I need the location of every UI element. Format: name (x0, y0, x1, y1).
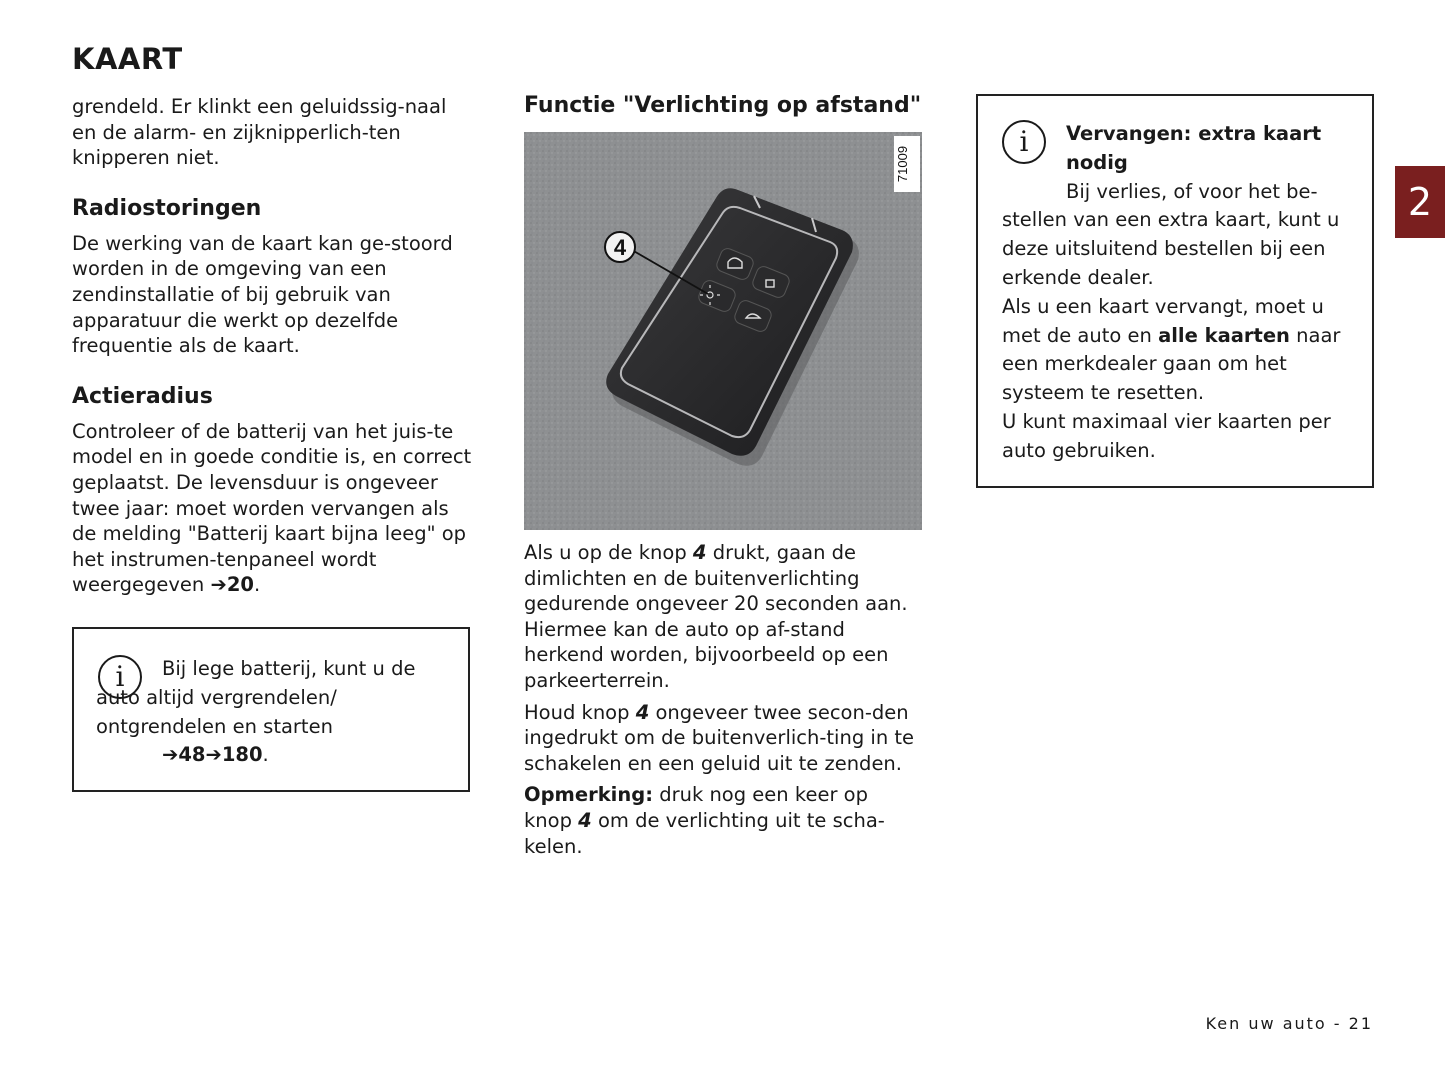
knob-ref-4: 4 (578, 808, 592, 832)
note-replacement-p3: U kunt maximaal vier kaarten per auto gebruiken. (1002, 409, 1331, 462)
note-replacement-heading: Vervangen: extra kaart nodig (1066, 122, 1322, 174)
range-heading: Actieradius (72, 383, 213, 409)
page-title: KAART (72, 42, 183, 76)
remark-label: Opmerking: (524, 783, 653, 807)
p2-text-b: naar een merkdealer gaan om het systeem te resetten. (1002, 323, 1341, 405)
page-ref-180[interactable]: 180 (221, 743, 263, 767)
p1-text-a: Als u op de knop (524, 541, 693, 564)
key-card-figure (524, 132, 922, 530)
arrow-right-icon: ➔ (162, 743, 179, 767)
page-ref-48[interactable]: 48 (178, 743, 206, 767)
knob-ref-4: 4 (692, 541, 707, 564)
note-replacement-p2 (1002, 293, 1352, 408)
page-ref-20[interactable]: 20 (226, 573, 254, 597)
note-replacement-p1: Bij verlies, of voor het be-stellen van een extra kaart, kunt u deze uitsluitend bestellen bij een erkende dealer. (1002, 179, 1340, 289)
note-battery-body: Bij lege batterij, kunt u de auto altijd vergrendelen/ ontgrendelen en starten (96, 657, 416, 738)
all-cards-emphasis: alle kaarten (1158, 323, 1290, 347)
arrow-right-icon: ➔ (210, 573, 227, 597)
radio-heading: Radiostoringen (72, 195, 262, 221)
key-card-illustration (524, 132, 922, 530)
p2-text-b: ongeveer twee secon-den ingedrukt om de buitenverlich-ting in te schakelen en een geluid uit te zenden. (524, 700, 915, 775)
remote-lighting-p1 (524, 540, 922, 694)
info-icon: i (98, 655, 142, 699)
column-left (72, 94, 472, 598)
range-paragraph: Controleer of de batterij van het juis-te model en in goede conditie is, en correct geplaatst. De levensduur is ongeveer twee jaar: moet worden vervangen als de melding "Batterij kaart bijna leeg" op het instrumen-tenpaneel wordt weergegeven ➔20. (72, 419, 472, 597)
chapter-tab[interactable]: 2 (1395, 166, 1445, 238)
remote-lighting-p3 (524, 782, 922, 859)
figure-code: 71009 (895, 145, 910, 183)
info-icon: i (1002, 120, 1046, 164)
p1-text-b: drukt, gaan de dimlichten en de buitenverlichting gedurende ongeveer 20 seconden aan. Hiermee kan de auto op af-stand herkend worden, bijvoorbeeld op een parkeerterrein. (524, 541, 908, 692)
p3-text-a: druk nog een keer op knop (524, 783, 868, 832)
remote-lighting-heading: Functie "Verlichting op afstand" (524, 93, 922, 118)
p2-text-a: Houd knop (524, 700, 636, 724)
range-text: Controleer of de batterij van het juis-te model en in goede conditie is, en correct geplaatst. De levensduur is ongeveer twee jaar: moet worden vervangen als de melding "Batterij kaart bijna leeg" op het instrumen-tenpaneel wordt weergegeven (72, 419, 472, 597)
page-footer: Ken uw auto - 21 (1205, 1014, 1373, 1033)
knob-ref-4: 4 (635, 700, 650, 724)
note-battery-text (96, 655, 446, 741)
column-middle (524, 92, 922, 859)
p2-text-a: Als u een kaart vervangt, moet u met de auto en (1002, 294, 1324, 347)
info-note-battery (72, 627, 470, 792)
info-note-replacement (976, 94, 1374, 488)
arrow-right-icon: ➔ (205, 743, 222, 767)
radio-paragraph: De werking van de kaart kan ge-stoord worden in de omgeving van een zendinstallatie of bij gebruik van apparatuur die werkt op dezelfde frequentie als de kaart. (72, 231, 453, 358)
callout-4-label: 4 (613, 235, 627, 260)
remote-lighting-p2 (524, 700, 922, 777)
note-battery-refs: ➔48➔180. (162, 743, 269, 767)
intro-paragraph: grendeld. Er klinkt een geluidssig-naal en de alarm- en zijknipperlich-ten knipperen niet. (72, 95, 447, 170)
p3-text-b: om de verlichting uit te scha-kelen. (524, 808, 885, 858)
